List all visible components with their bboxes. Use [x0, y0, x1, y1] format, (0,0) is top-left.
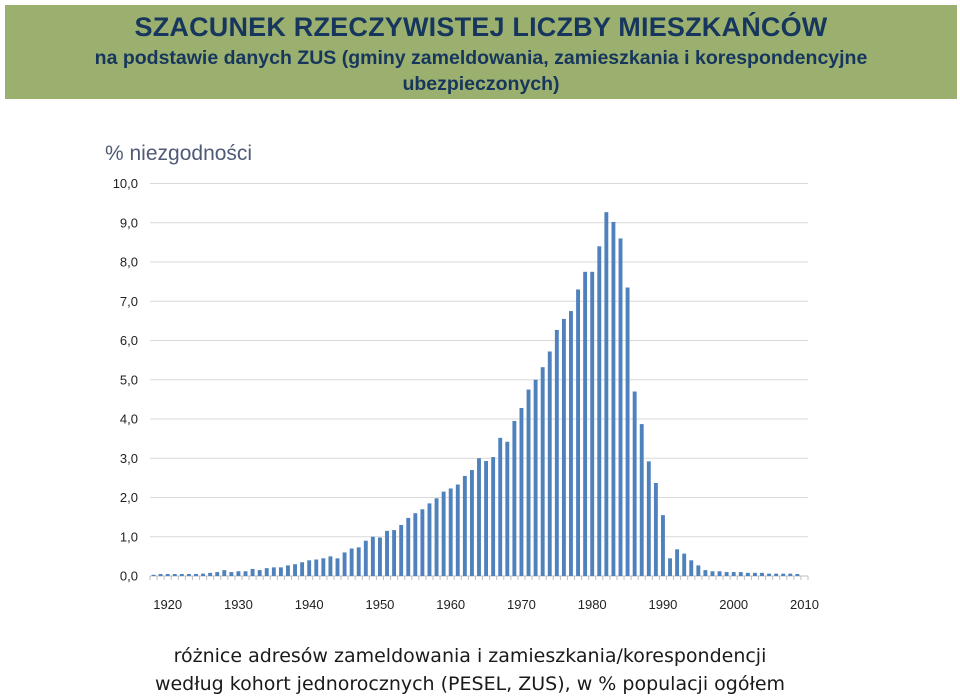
- y-tick-label: 9,0: [119, 215, 138, 231]
- bar-1979: [583, 272, 587, 576]
- bar-1924: [194, 574, 198, 576]
- y-tick-label: 7,0: [119, 293, 138, 309]
- x-tick-label: 1920: [153, 597, 183, 612]
- bar-1918: [152, 575, 156, 576]
- bar-1952: [392, 530, 396, 576]
- bar-1966: [491, 457, 495, 576]
- bar-1987: [640, 424, 644, 576]
- bar-1983: [611, 222, 615, 576]
- page-title: SZACUNEK RZECZYWISTEJ LICZBY MIESZKAŃCÓW: [134, 12, 828, 42]
- y-tick-label: 10,0: [112, 176, 138, 191]
- caption-line-1: różnice adresów zameldowania i zamieszkania/korespondencji: [173, 645, 767, 667]
- bar-1945: [343, 552, 347, 576]
- x-tick-label: 1990: [648, 597, 678, 612]
- bar-1932: [251, 569, 255, 576]
- bar-2009: [795, 574, 799, 576]
- bar-1948: [364, 541, 368, 576]
- bar-1990: [661, 515, 665, 576]
- bar-2008: [788, 574, 792, 576]
- bar-1960: [449, 488, 453, 576]
- bar-1975: [555, 330, 559, 576]
- bar-1977: [569, 311, 573, 576]
- bar-1961: [456, 485, 460, 576]
- bar-1972: [534, 380, 538, 576]
- y-axis-label: % niezgodności: [105, 142, 253, 165]
- bar-1923: [187, 574, 191, 576]
- bar-2007: [781, 574, 785, 576]
- bar-1964: [477, 458, 481, 576]
- bar-2002: [746, 573, 750, 576]
- bar-1974: [548, 351, 552, 576]
- bar-1991: [668, 558, 672, 576]
- bar-1931: [244, 571, 248, 576]
- caption-line-2: według kohort jednorocznych (PESEL, ZUS), w % populacji ogółem: [154, 673, 786, 695]
- bar-2003: [753, 573, 757, 576]
- bar-1984: [619, 238, 623, 576]
- y-tick-label: 6,0: [119, 333, 138, 348]
- bar-1926: [208, 573, 212, 576]
- bar-1963: [470, 470, 474, 576]
- y-tick-label: 2,0: [119, 490, 138, 505]
- bar-1919: [159, 574, 163, 576]
- bar-1929: [229, 572, 233, 576]
- bar-1934: [265, 568, 269, 576]
- y-tick-label: 4,0: [119, 411, 138, 427]
- bar-1978: [576, 289, 580, 576]
- bar-1955: [413, 513, 417, 576]
- bar-1969: [512, 421, 516, 576]
- bar-1992: [675, 549, 679, 576]
- bar-1986: [633, 392, 637, 576]
- bar-1950: [378, 538, 382, 576]
- page-subtitle: na podstawie danych ZUS (gminy zameldowania, zamieszkania i korespondencyjne ubezpieczonych): [94, 47, 868, 95]
- bar-1935: [272, 567, 276, 576]
- bar-2001: [739, 572, 743, 576]
- bar-1994: [689, 560, 693, 576]
- bar-1982: [604, 212, 608, 576]
- bar-1957: [428, 503, 432, 576]
- bar-1965: [484, 461, 488, 576]
- bar-1925: [201, 574, 205, 576]
- bar-1976: [562, 319, 566, 576]
- bar-1922: [180, 574, 184, 576]
- x-tick-label: 2010: [790, 597, 819, 612]
- bar-1928: [222, 570, 226, 576]
- bar-1971: [527, 390, 531, 576]
- bar-1989: [654, 483, 658, 576]
- bar-1927: [215, 572, 219, 576]
- bar-1921: [173, 574, 177, 576]
- bar-1999: [725, 572, 729, 576]
- bar-1970: [520, 408, 524, 576]
- x-tick-label: 1980: [577, 597, 607, 612]
- bar-1968: [505, 442, 509, 576]
- bar-1956: [420, 509, 424, 576]
- bar-1998: [718, 571, 722, 576]
- bar-1967: [498, 438, 502, 576]
- y-tick-label: 0,0: [119, 568, 138, 584]
- bar-1937: [286, 565, 290, 576]
- bar-1981: [597, 246, 601, 576]
- bar-1930: [236, 571, 240, 576]
- x-tick-label: 1950: [365, 597, 395, 612]
- bar-1962: [463, 476, 467, 576]
- y-tick-label: 5,0: [119, 372, 138, 388]
- bar-1933: [258, 570, 262, 576]
- y-tick-label: 1,0: [119, 529, 138, 545]
- bar-1985: [626, 288, 630, 576]
- bar-1973: [541, 367, 545, 576]
- bar-1953: [399, 525, 403, 576]
- y-tick-label: 3,0: [119, 450, 138, 466]
- bar-1941: [314, 560, 318, 576]
- bar-2004: [760, 573, 764, 576]
- bar-1951: [385, 531, 389, 576]
- bar-1943: [328, 556, 332, 576]
- x-tick-label: 1940: [294, 597, 324, 612]
- bar-1946: [350, 549, 354, 576]
- bar-1959: [442, 492, 446, 576]
- bar-1942: [321, 558, 325, 576]
- bar-1939: [300, 562, 304, 576]
- bar-2006: [774, 574, 778, 576]
- bar-1958: [435, 498, 439, 576]
- bar-1920: [166, 574, 170, 576]
- bar-1996: [703, 570, 707, 576]
- x-tick-label: 1960: [436, 597, 466, 612]
- bar-1980: [590, 272, 594, 576]
- bar-1936: [279, 567, 283, 576]
- bar-1997: [711, 571, 715, 576]
- bar-1940: [307, 560, 311, 576]
- bar-1954: [406, 518, 410, 576]
- x-tick-label: 1970: [506, 597, 536, 612]
- bar-1995: [696, 565, 700, 576]
- x-tick-label: 1930: [223, 597, 253, 612]
- x-tick-label: 2000: [719, 597, 749, 612]
- bar-1993: [682, 554, 686, 576]
- bar-1947: [357, 547, 361, 576]
- bar-2005: [767, 574, 771, 576]
- y-tick-label: 8,0: [119, 254, 138, 270]
- bar-1938: [293, 564, 297, 576]
- bar-1988: [647, 461, 651, 576]
- bar-2000: [732, 572, 736, 576]
- bar-1949: [371, 537, 375, 576]
- bar-1944: [336, 558, 340, 576]
